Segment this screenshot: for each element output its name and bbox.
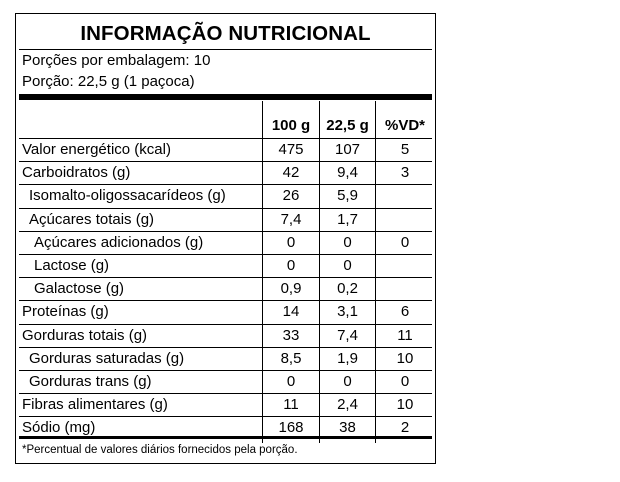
value-perServing: 7,4 [337, 326, 358, 344]
value-per100: 8,5 [280, 349, 302, 367]
table-row [19, 161, 432, 184]
nutrient-name: Açúcares totais (g) [29, 210, 155, 228]
value-per100: 42 [282, 164, 300, 182]
nutrient-name: Gorduras trans (g) [29, 373, 152, 390]
value-vd: 6 [400, 303, 410, 321]
nutrient-name: Sódio (mg) [22, 419, 96, 437]
value-vd: 3 [400, 164, 410, 182]
column-header-vd: %VD* [384, 116, 425, 134]
value-per100: 0 [286, 257, 296, 274]
value-perServing: 5,9 [337, 187, 358, 205]
value-per100: 14 [282, 303, 300, 321]
footnote: *Percentual de valores diários fornecidos pela porção. [22, 444, 298, 456]
table-row [19, 300, 432, 323]
value-vd: 0 [400, 373, 410, 390]
table-bottom-rule [19, 436, 432, 439]
nutrient-name: Fibras alimentares (g) [22, 396, 168, 414]
serving-size: Porção: 22,5 g (1 paçoca) [22, 73, 195, 90]
value-per100: 0 [286, 233, 296, 251]
nutrient-name: Galactose (g) [34, 280, 125, 298]
value-per100: 0 [286, 373, 296, 390]
servings-per-package: Porções por embalagem: 10 [22, 52, 211, 69]
value-vd: 11 [397, 326, 413, 344]
table-row [19, 231, 432, 254]
nutrient-name: Gorduras totais (g) [22, 326, 148, 344]
nutrient-name: Açúcares adicionados (g) [34, 233, 204, 251]
value-vd: 5 [400, 141, 410, 158]
value-perServing: 0,2 [337, 280, 358, 298]
value-perServing: 0 [343, 257, 352, 274]
title-divider [19, 49, 432, 50]
table-row [19, 324, 432, 347]
nutrition-label [15, 13, 436, 464]
header-thick-rule [19, 94, 432, 100]
table-row [19, 347, 432, 370]
nutrient-name: Isomalto-oligossacarídeos (g) [29, 187, 226, 205]
table-row [19, 370, 432, 393]
column-header-100g: 100 g [271, 116, 311, 134]
label-title: INFORMAÇÃO NUTRICIONAL [80, 22, 371, 45]
value-perServing: 0 [343, 373, 352, 390]
value-perServing: 107 [334, 141, 361, 158]
value-perServing: 0 [343, 233, 352, 251]
table-row [19, 254, 432, 277]
value-perServing: 38 [339, 419, 356, 437]
value-vd: 2 [400, 419, 410, 437]
nutrient-name: Gorduras saturadas (g) [29, 349, 185, 367]
table-row [19, 184, 432, 207]
value-perServing: 3,1 [337, 303, 358, 321]
value-perServing: 2,4 [337, 396, 358, 414]
value-per100: 475 [278, 141, 304, 158]
nutrient-name: Proteínas (g) [22, 303, 109, 321]
value-perServing: 1,7 [337, 210, 358, 228]
nutrient-name: Lactose (g) [34, 257, 110, 274]
value-per100: 26 [282, 187, 300, 205]
column-header-serving: 22,5 g [326, 116, 369, 134]
table-row [19, 393, 432, 416]
table-row [19, 138, 432, 161]
value-per100: 168 [278, 419, 304, 437]
value-vd: 10 [396, 396, 414, 414]
value-perServing: 9,4 [337, 164, 358, 182]
nutrient-name: Carboidratos (g) [22, 164, 131, 182]
value-per100: 33 [282, 326, 300, 344]
nutrient-name: Valor energético (kcal) [22, 141, 171, 158]
value-per100: 7,4 [280, 210, 302, 228]
value-vd: 10 [396, 349, 414, 367]
table-row [19, 208, 432, 231]
value-per100: 0,9 [280, 280, 302, 298]
value-per100: 11 [283, 396, 299, 414]
value-vd: 0 [400, 233, 410, 251]
table-row [19, 277, 432, 300]
value-perServing: 1,9 [337, 349, 358, 367]
